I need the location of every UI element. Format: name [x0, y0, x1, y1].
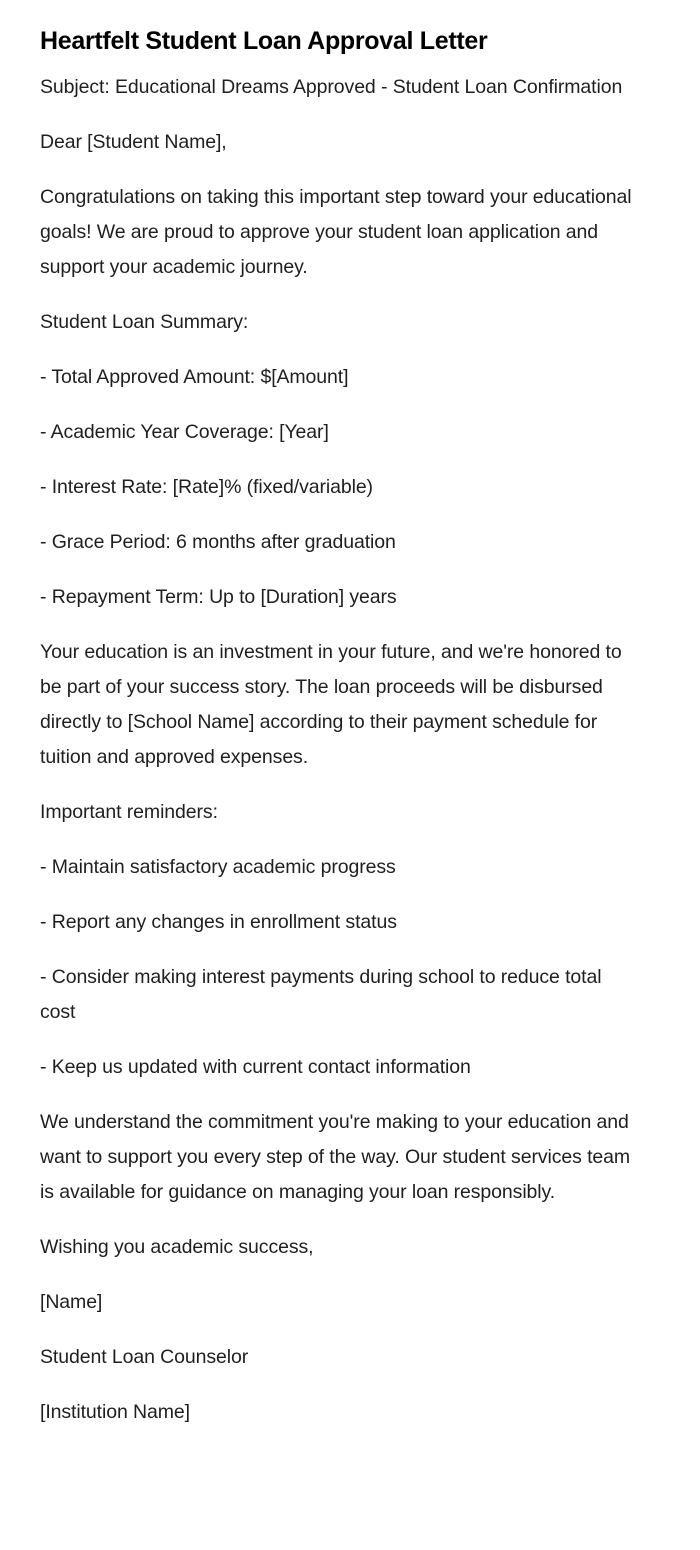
- reminder-item-contact: - Keep us updated with current contact information: [40, 1056, 471, 1078]
- summary-item-grace: - Grace Period: 6 months after graduation: [40, 531, 396, 553]
- summary-item-interest: - Interest Rate: [Rate]% (fixed/variable): [40, 476, 373, 498]
- signer-title: Student Loan Counselor: [40, 1346, 249, 1368]
- subject-line: Subject: Educational Dreams Approved - Student Loan Confirmation: [40, 76, 623, 98]
- institution-name: [Institution Name]: [40, 1401, 190, 1423]
- body-paragraph: Your education is an investment in your future, and we're honored to be part of your success story. The loan proceeds will be disbursed directly to [School Name] according to their payment schedule for tuition and approved expenses.: [40, 641, 622, 768]
- sign-off: Wishing you academic success,: [40, 1236, 314, 1258]
- reminder-item-enrollment: - Report any changes in enrollment status: [40, 911, 397, 933]
- summary-item-amount: - Total Approved Amount: $[Amount]: [40, 366, 349, 388]
- closing-paragraph: We understand the commitment you're making to your education and want to support you every step of the way. Our student services team is available for guidance on managing your loan responsibly.: [40, 1111, 631, 1203]
- reminders-heading: Important reminders:: [40, 801, 218, 823]
- reminder-item-interest: - Consider making interest payments during school to reduce total cost: [40, 966, 602, 1023]
- summary-item-coverage: - Academic Year Coverage: [Year]: [40, 421, 329, 443]
- letter-title: Heartfelt Student Loan Approval Letter: [40, 27, 488, 55]
- signer-name: [Name]: [40, 1291, 103, 1313]
- summary-item-repayment: - Repayment Term: Up to [Duration] years: [40, 586, 397, 608]
- intro-paragraph: Congratulations on taking this important step toward your educational goals! We are proud to approve your student loan application and support your academic journey.: [40, 186, 632, 278]
- reminder-item-progress: - Maintain satisfactory academic progress: [40, 856, 396, 878]
- summary-heading: Student Loan Summary:: [40, 311, 249, 333]
- salutation: Dear [Student Name],: [40, 131, 227, 153]
